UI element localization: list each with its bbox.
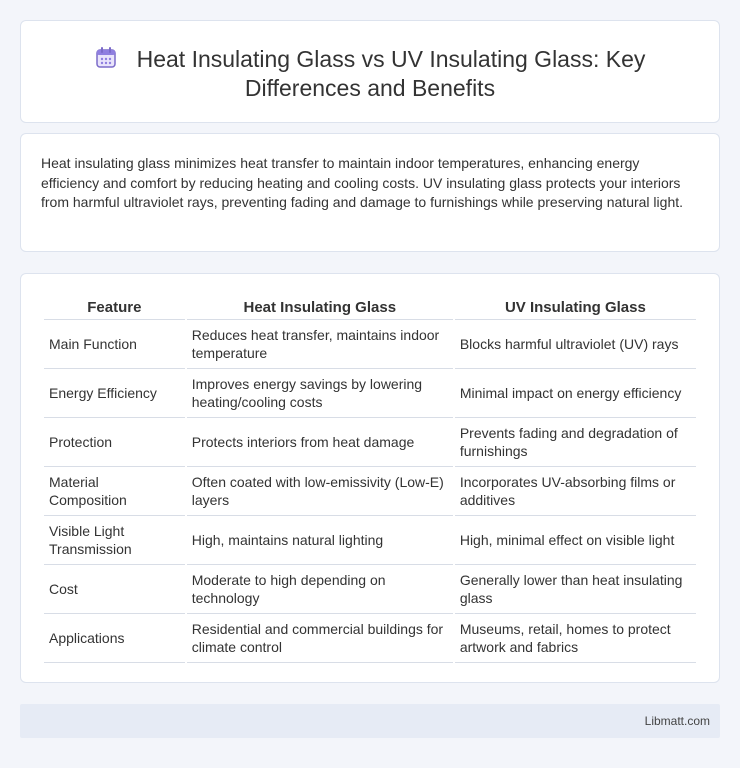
footer <box>20 704 720 738</box>
table-row <box>44 565 696 614</box>
uv-cell: Blocks harmful ultraviolet (UV) rays <box>455 320 696 369</box>
table-row <box>44 320 696 369</box>
feature-cell: Protection <box>44 418 185 467</box>
heat-cell: High, maintains natural lighting <box>187 516 453 565</box>
feature-cell: Material Composition <box>44 467 185 516</box>
uv-cell: Museums, retail, homes to protect artwork and fabrics <box>455 614 696 663</box>
feature-cell: Visible Light Transmission <box>44 516 185 565</box>
intro-card <box>20 133 720 252</box>
table-header-row <box>44 294 696 320</box>
table-row <box>44 467 696 516</box>
uv-cell: Generally lower than heat insulating glass <box>455 565 696 614</box>
calendar-icon <box>95 47 117 69</box>
uv-cell: Minimal impact on energy efficiency <box>455 369 696 418</box>
header-feature: Feature <box>44 294 185 320</box>
table-row <box>44 614 696 663</box>
heat-cell: Reduces heat transfer, maintains indoor temperature <box>187 320 453 369</box>
heat-cell: Improves energy savings by lowering heating/cooling costs <box>187 369 453 418</box>
header-uv-insulating: UV Insulating Glass <box>455 294 696 320</box>
heat-cell: Moderate to high depending on technology <box>187 565 453 614</box>
intro-paragraph: Heat insulating glass minimizes heat transfer to maintain indoor temperatures, enhancing energy efficiency and comfort by reducing heating and cooling costs. UV insulating glass protects your interiors from harmful ultraviolet rays, preventing fading and damage to furnishings while preserving natural light. <box>41 155 684 210</box>
title-line-2: Differences and Benefits <box>244 75 496 101</box>
page-title <box>21 45 719 103</box>
comparison-table <box>42 294 698 663</box>
feature-cell: Applications <box>44 614 185 663</box>
uv-cell: High, minimal effect on visible light <box>455 516 696 565</box>
table-row <box>44 418 696 467</box>
feature-cell: Main Function <box>44 320 185 369</box>
header-heat-insulating: Heat Insulating Glass <box>187 294 453 320</box>
title-line-1: Heat Insulating Glass vs UV Insulating Glass: Key <box>136 46 646 72</box>
title-card <box>20 20 720 123</box>
uv-cell: Prevents fading and degradation of furnishings <box>455 418 696 467</box>
uv-cell: Incorporates UV-absorbing films or additives <box>455 467 696 516</box>
heat-cell: Often coated with low-emissivity (Low-E) layers <box>187 467 453 516</box>
feature-cell: Energy Efficiency <box>44 369 185 418</box>
comparison-card <box>20 273 720 683</box>
heat-cell: Protects interiors from heat damage <box>187 418 453 467</box>
table-row <box>44 369 696 418</box>
feature-cell: Cost <box>44 565 185 614</box>
table-row <box>44 516 696 565</box>
footer-site-link[interactable]: Libmatt.com <box>644 714 710 728</box>
heat-cell: Residential and commercial buildings for climate control <box>187 614 453 663</box>
